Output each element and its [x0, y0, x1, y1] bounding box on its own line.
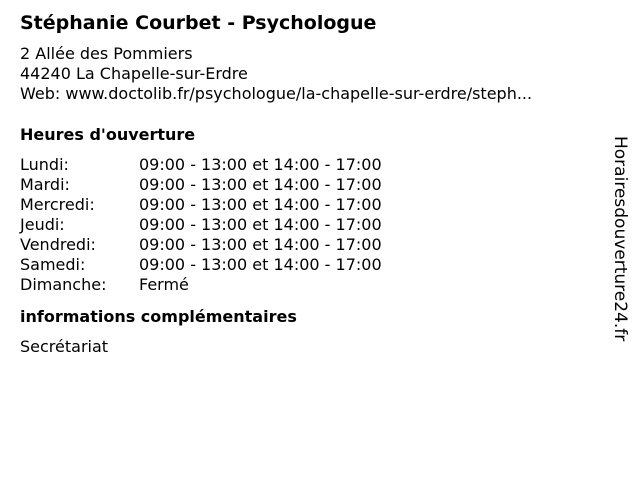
hours-row-tuesday: [20, 175, 382, 195]
brand-watermark: Horairesdouverture24.fr: [610, 136, 630, 342]
hours-row-friday: [20, 235, 382, 255]
day-hours: 09:00 - 13:00 et 14:00 - 17:00: [139, 255, 382, 274]
day-label: Vendredi:: [20, 235, 96, 254]
hours-row-sunday: [20, 275, 382, 295]
opening-hours-table: [20, 155, 382, 295]
hours-row-saturday: [20, 255, 382, 275]
day-label: Mercredi:: [20, 195, 95, 214]
day-label: Samedi:: [20, 255, 86, 274]
hours-row-wednesday: [20, 195, 382, 215]
day-hours: 09:00 - 13:00 et 14:00 - 17:00: [139, 175, 382, 194]
hours-row-thursday: [20, 215, 382, 235]
opening-hours-heading: Heures d'ouverture: [20, 125, 196, 144]
day-label: Lundi:: [20, 155, 69, 174]
day-hours: 09:00 - 13:00 et 14:00 - 17:00: [139, 155, 382, 174]
website-url[interactable]: www.doctolib.fr/psychologue/la-chapelle-sur-erdre/steph...: [65, 84, 533, 103]
day-label: Mardi:: [20, 175, 70, 194]
address-street: 2 Allée des Pommiers: [20, 44, 193, 63]
day-hours: Fermé: [139, 275, 189, 294]
business-card: [20, 10, 600, 357]
day-label: Jeudi:: [20, 215, 65, 234]
website-line: [20, 84, 600, 104]
additional-info-heading: informations complémentaires: [20, 307, 297, 326]
day-hours: 09:00 - 13:00 et 14:00 - 17:00: [139, 235, 382, 254]
address-city: 44240 La Chapelle-sur-Erdre: [20, 64, 248, 83]
business-name: Stéphanie Courbet - Psychologue: [20, 12, 377, 34]
day-hours: 09:00 - 13:00 et 14:00 - 17:00: [139, 215, 382, 234]
day-hours: 09:00 - 13:00 et 14:00 - 17:00: [139, 195, 382, 214]
hours-row-monday: [20, 155, 382, 175]
website-label: Web:: [20, 84, 61, 103]
day-label: Dimanche:: [20, 275, 107, 294]
additional-info-text: Secrétariat: [20, 337, 109, 356]
